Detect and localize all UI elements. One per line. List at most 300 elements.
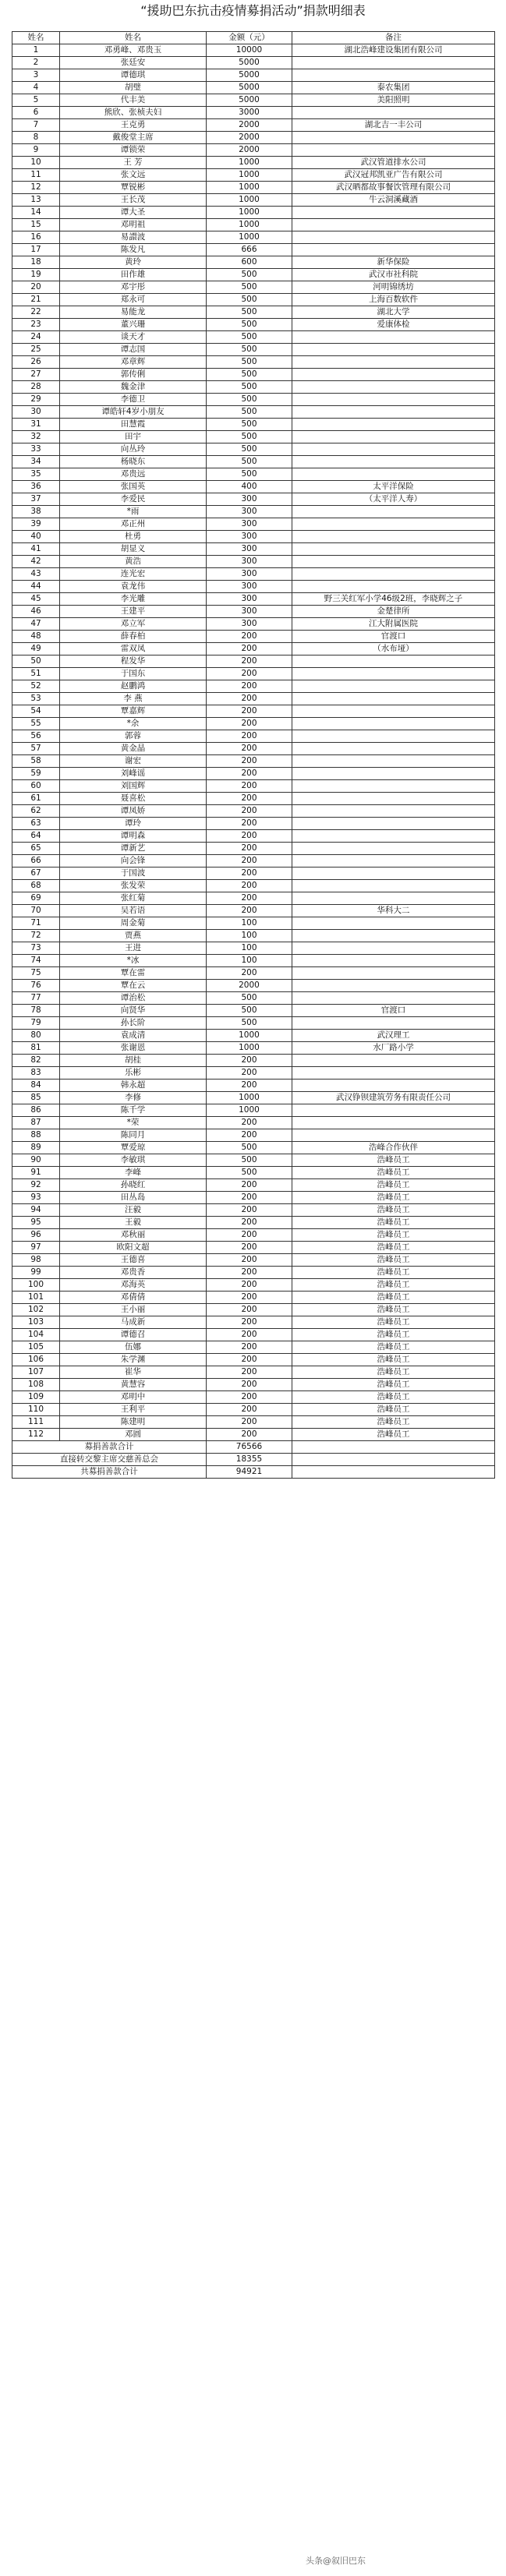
table-row: [12, 82, 495, 94]
row-amount: 100: [207, 930, 292, 942]
row-amount: 2000: [207, 144, 292, 157]
row-note: [292, 443, 495, 456]
row-name: 熊欣、张桢夫妇: [60, 107, 207, 119]
table-row: [12, 1092, 495, 1104]
row-amount: 200: [207, 668, 292, 680]
row-name: 吴若语: [60, 905, 207, 917]
row-name: 王德喜: [60, 1254, 207, 1267]
row-name: 周金菊: [60, 917, 207, 930]
row-name: 伍娜: [60, 1341, 207, 1354]
row-note: 武汉理工: [292, 1030, 495, 1042]
row-name: 乐彬: [60, 1067, 207, 1080]
row-amount: 200: [207, 843, 292, 855]
row-note: [292, 556, 495, 568]
row-note: 浩峰员工: [292, 1154, 495, 1167]
row-no: 90: [12, 1154, 60, 1167]
row-amount: 200: [207, 868, 292, 880]
row-amount: 1000: [207, 231, 292, 244]
table-row: [12, 556, 495, 568]
table-row: [12, 730, 495, 743]
row-name: 李德卫: [60, 394, 207, 406]
row-name: 邓圆: [60, 1429, 207, 1441]
table-row: [12, 1192, 495, 1204]
row-amount: 200: [207, 1179, 292, 1192]
row-no: 63: [12, 818, 60, 830]
table-row: [12, 705, 495, 718]
row-note: [292, 1129, 495, 1142]
row-note: 浩峰合作伙伴: [292, 1142, 495, 1154]
row-name: 刘国辉: [60, 780, 207, 793]
table-row: [12, 518, 495, 531]
table-row: [12, 768, 495, 780]
row-amount: 200: [207, 905, 292, 917]
row-name: 邓宇彤: [60, 281, 207, 294]
table-row: [12, 980, 495, 992]
table-row: [12, 593, 495, 606]
table-row: [12, 1204, 495, 1217]
table-row: [12, 917, 495, 930]
table-row: [12, 1316, 495, 1329]
row-no: 19: [12, 269, 60, 281]
row-no: 53: [12, 693, 60, 705]
row-name: 孙晓红: [60, 1179, 207, 1192]
row-no: 18: [12, 256, 60, 269]
row-no: 82: [12, 1055, 60, 1067]
row-name: 刘峰谣: [60, 768, 207, 780]
row-amount: 500: [207, 1142, 292, 1154]
row-amount: 5000: [207, 69, 292, 82]
row-note: [292, 780, 495, 793]
row-note: 武汉晒都故事餐饮管理有限公司: [292, 182, 495, 194]
row-amount: 500: [207, 1167, 292, 1179]
row-name: 马成新: [60, 1316, 207, 1329]
row-no: 86: [12, 1104, 60, 1117]
table-row: [12, 843, 495, 855]
row-amount: 200: [207, 1267, 292, 1279]
header-note: 备注: [292, 32, 495, 44]
row-no: 112: [12, 1429, 60, 1441]
row-note: [292, 431, 495, 443]
row-name: 谭大圣: [60, 207, 207, 219]
row-amount: 200: [207, 1316, 292, 1329]
table-row: [12, 992, 495, 1005]
row-note: [292, 344, 495, 356]
row-name: 于国波: [60, 868, 207, 880]
row-note: 上海百数软件: [292, 294, 495, 306]
row-name: 田宇: [60, 431, 207, 443]
table-row: [12, 1030, 495, 1042]
row-amount: 200: [207, 855, 292, 868]
row-amount: 200: [207, 768, 292, 780]
row-no: 50: [12, 655, 60, 668]
row-note: [292, 830, 495, 843]
table-row: [12, 182, 495, 194]
summary-row: [12, 1466, 495, 1479]
row-amount: 200: [207, 1341, 292, 1354]
row-amount: 500: [207, 294, 292, 306]
row-note: 浩峰员工: [292, 1304, 495, 1316]
row-no: 21: [12, 294, 60, 306]
table-row: [12, 331, 495, 344]
row-amount: 200: [207, 631, 292, 643]
table-row: [12, 468, 495, 481]
table-row: [12, 132, 495, 144]
row-no: 95: [12, 1217, 60, 1229]
row-note: [292, 1117, 495, 1129]
row-note: [292, 231, 495, 244]
row-name: 邓倩倩: [60, 1292, 207, 1304]
row-amount: 500: [207, 406, 292, 419]
row-note: [292, 531, 495, 543]
row-no: 99: [12, 1267, 60, 1279]
row-name: 王长茂: [60, 194, 207, 207]
table-row: [12, 1167, 495, 1179]
row-no: 37: [12, 493, 60, 506]
row-amount: 1000: [207, 169, 292, 182]
row-no: 26: [12, 356, 60, 369]
row-note: [292, 132, 495, 144]
row-name: 胡桂: [60, 1055, 207, 1067]
row-name: 戴俊堂主席: [60, 132, 207, 144]
row-name: 张红菊: [60, 892, 207, 905]
table-row: [12, 1341, 495, 1354]
row-no: 68: [12, 880, 60, 892]
donation-table: [12, 31, 495, 1479]
row-amount: 500: [207, 319, 292, 331]
row-no: 5: [12, 94, 60, 107]
row-amount: 100: [207, 917, 292, 930]
row-amount: 500: [207, 1017, 292, 1030]
row-note: 爱康体检: [292, 319, 495, 331]
row-name: 邓贵远: [60, 468, 207, 481]
row-amount: 300: [207, 606, 292, 618]
row-name: 雷双凤: [60, 643, 207, 655]
row-no: 61: [12, 793, 60, 805]
row-no: 98: [12, 1254, 60, 1267]
row-name: 郭蓉: [60, 730, 207, 743]
row-amount: 1000: [207, 1030, 292, 1042]
row-amount: 600: [207, 256, 292, 269]
summary-note: [292, 1441, 495, 1454]
table-row: [12, 1042, 495, 1055]
row-name: *荣: [60, 1117, 207, 1129]
row-note: 浩峰员工: [292, 1242, 495, 1254]
table-row: [12, 94, 495, 107]
row-no: 108: [12, 1379, 60, 1391]
row-note: [292, 57, 495, 69]
row-no: 101: [12, 1292, 60, 1304]
table-row: [12, 57, 495, 69]
row-amount: 200: [207, 1416, 292, 1429]
table-row: [12, 1429, 495, 1441]
row-amount: 500: [207, 381, 292, 394]
row-no: 73: [12, 942, 60, 955]
row-no: 34: [12, 456, 60, 468]
row-amount: 500: [207, 356, 292, 369]
row-note: [292, 693, 495, 705]
row-amount: 300: [207, 568, 292, 581]
table-row: [12, 1304, 495, 1316]
summary-label: 募捐善款合计: [12, 1441, 207, 1454]
table-row: [12, 506, 495, 518]
table-row: [12, 481, 495, 493]
row-no: 6: [12, 107, 60, 119]
table-row: [12, 868, 495, 880]
table-row: [12, 1017, 495, 1030]
row-no: 23: [12, 319, 60, 331]
row-no: 92: [12, 1179, 60, 1192]
row-note: [292, 468, 495, 481]
row-no: 59: [12, 768, 60, 780]
table-row: [12, 256, 495, 269]
row-no: 11: [12, 169, 60, 182]
row-amount: 200: [207, 643, 292, 655]
row-amount: 200: [207, 1304, 292, 1316]
row-amount: 666: [207, 244, 292, 256]
row-name: 郑永可: [60, 294, 207, 306]
table-row: [12, 1404, 495, 1416]
table-row: [12, 942, 495, 955]
table-row: [12, 456, 495, 468]
row-amount: 1000: [207, 207, 292, 219]
table-row: [12, 244, 495, 256]
row-note: [292, 506, 495, 518]
row-name: 陈同月: [60, 1129, 207, 1142]
row-note: 浩峰员工: [292, 1366, 495, 1379]
row-no: 85: [12, 1092, 60, 1104]
row-amount: 2000: [207, 119, 292, 132]
row-name: 邓秋丽: [60, 1229, 207, 1242]
row-amount: 500: [207, 456, 292, 468]
row-note: [292, 680, 495, 693]
row-amount: 2000: [207, 132, 292, 144]
row-no: 54: [12, 705, 60, 718]
table-row: [12, 1067, 495, 1080]
row-name: 王建平: [60, 606, 207, 618]
row-note: [292, 805, 495, 818]
row-no: 48: [12, 631, 60, 643]
row-amount: 500: [207, 369, 292, 381]
row-amount: 100: [207, 942, 292, 955]
table-row: [12, 780, 495, 793]
row-no: 106: [12, 1354, 60, 1366]
row-note: [292, 419, 495, 431]
row-amount: 200: [207, 1055, 292, 1067]
row-note: 浩峰员工: [292, 1391, 495, 1404]
table-row: [12, 1366, 495, 1379]
row-name: 谭德琪: [60, 69, 207, 82]
table-row: [12, 693, 495, 705]
row-amount: 500: [207, 269, 292, 281]
row-amount: 200: [207, 743, 292, 755]
row-amount: 100: [207, 955, 292, 967]
table-row: [12, 606, 495, 618]
row-no: 7: [12, 119, 60, 132]
row-amount: 200: [207, 1192, 292, 1204]
row-no: 33: [12, 443, 60, 456]
row-amount: 200: [207, 1292, 292, 1304]
table-row: [12, 892, 495, 905]
row-no: 36: [12, 481, 60, 493]
row-amount: 200: [207, 1067, 292, 1080]
row-name: 邓海英: [60, 1279, 207, 1292]
table-row: [12, 344, 495, 356]
row-amount: 200: [207, 1379, 292, 1391]
row-name: 陈建明: [60, 1416, 207, 1429]
row-note: [292, 1017, 495, 1030]
table-row: [12, 631, 495, 643]
row-name: 李修: [60, 1092, 207, 1104]
row-note: 浩峰员工: [292, 1267, 495, 1279]
row-name: 覃在雷: [60, 967, 207, 980]
row-name: 李爱民: [60, 493, 207, 506]
row-amount: 200: [207, 880, 292, 892]
row-no: 72: [12, 930, 60, 942]
row-note: 江大附属医院: [292, 618, 495, 631]
row-amount: 200: [207, 718, 292, 730]
row-name: 张廷安: [60, 57, 207, 69]
table-row: [12, 44, 495, 57]
row-note: [292, 144, 495, 157]
table-row: [12, 69, 495, 82]
row-note: [292, 381, 495, 394]
row-note: [292, 843, 495, 855]
row-name: 王进: [60, 942, 207, 955]
row-name: *冰: [60, 955, 207, 967]
row-amount: 1000: [207, 194, 292, 207]
row-no: 3: [12, 69, 60, 82]
row-note: （太平洋人寿）: [292, 493, 495, 506]
row-amount: 1000: [207, 182, 292, 194]
summary-row: [12, 1454, 495, 1466]
row-name: 谭凤娇: [60, 805, 207, 818]
table-row: [12, 743, 495, 755]
row-note: [292, 755, 495, 768]
row-note: 湖北大学: [292, 306, 495, 319]
row-no: 111: [12, 1416, 60, 1429]
table-row: [12, 805, 495, 818]
row-name: 邓章辉: [60, 356, 207, 369]
table-row: [12, 680, 495, 693]
row-note: [292, 868, 495, 880]
row-note: [292, 942, 495, 955]
row-name: 胡璧: [60, 82, 207, 94]
summary-body: [12, 1441, 495, 1479]
row-note: [292, 406, 495, 419]
table-row: [12, 1080, 495, 1092]
table-row: [12, 269, 495, 281]
row-note: 新华保险: [292, 256, 495, 269]
row-name: 覃爱琼: [60, 1142, 207, 1154]
row-amount: 300: [207, 518, 292, 531]
row-note: 泰农集团: [292, 82, 495, 94]
row-amount: 400: [207, 481, 292, 493]
summary-label: 共募捐善款合计: [12, 1466, 207, 1479]
table-row: [12, 207, 495, 219]
table-row: [12, 369, 495, 381]
row-no: 91: [12, 1167, 60, 1179]
row-name: *雨: [60, 506, 207, 518]
row-no: 69: [12, 892, 60, 905]
row-name: 谭德召: [60, 1329, 207, 1341]
row-amount: 5000: [207, 57, 292, 69]
row-no: 8: [12, 132, 60, 144]
row-note: [292, 892, 495, 905]
header-name: 姓名: [60, 32, 207, 44]
row-amount: 200: [207, 1354, 292, 1366]
row-name: 谭锁荣: [60, 144, 207, 157]
row-amount: 200: [207, 755, 292, 768]
row-name: *余: [60, 718, 207, 730]
table-row: [12, 568, 495, 581]
row-amount: 10000: [207, 44, 292, 57]
table-body: [12, 44, 495, 1441]
row-note: 武汉铮钡建筑劳务有限责任公司: [292, 1092, 495, 1104]
table-row: [12, 431, 495, 443]
row-amount: 500: [207, 468, 292, 481]
row-amount: 300: [207, 618, 292, 631]
row-amount: 500: [207, 281, 292, 294]
row-no: 104: [12, 1329, 60, 1341]
row-note: [292, 930, 495, 942]
row-no: 20: [12, 281, 60, 294]
row-no: 25: [12, 344, 60, 356]
table-row: [12, 219, 495, 231]
row-note: 野三关红军小学46级2班，李晓辉之子: [292, 593, 495, 606]
row-note: 金楚律所: [292, 606, 495, 618]
row-amount: 200: [207, 693, 292, 705]
row-amount: 300: [207, 543, 292, 556]
row-name: 黄玲: [60, 256, 207, 269]
row-note: [292, 730, 495, 743]
row-no: 35: [12, 468, 60, 481]
row-note: 牛云洞溪藏酒: [292, 194, 495, 207]
row-note: 美阳照明: [292, 94, 495, 107]
row-amount: 200: [207, 1366, 292, 1379]
row-name: 王利平: [60, 1404, 207, 1416]
row-note: 湖北浩峰建设集团有限公司: [292, 44, 495, 57]
table-row: [12, 294, 495, 306]
table-row: [12, 930, 495, 942]
row-note: [292, 955, 495, 967]
row-note: [292, 394, 495, 406]
row-note: [292, 331, 495, 344]
row-note: [292, 356, 495, 369]
row-amount: 500: [207, 443, 292, 456]
row-name: 汪毅: [60, 1204, 207, 1217]
row-name: 程发华: [60, 655, 207, 668]
row-name: 张谢恩: [60, 1042, 207, 1055]
row-name: 向会锋: [60, 855, 207, 868]
row-amount: 200: [207, 805, 292, 818]
row-amount: 200: [207, 967, 292, 980]
row-no: 107: [12, 1366, 60, 1379]
row-note: [292, 518, 495, 531]
table-row: [12, 1391, 495, 1404]
row-name: 谈天才: [60, 331, 207, 344]
table-row: [12, 157, 495, 169]
table-row: [12, 419, 495, 431]
row-note: [292, 655, 495, 668]
table-row: [12, 818, 495, 830]
header-no: 姓名: [12, 32, 60, 44]
row-amount: 200: [207, 892, 292, 905]
row-amount: 500: [207, 394, 292, 406]
table-row: [12, 356, 495, 369]
row-note: 浩峰员工: [292, 1179, 495, 1192]
table-row: [12, 855, 495, 868]
row-no: 62: [12, 805, 60, 818]
